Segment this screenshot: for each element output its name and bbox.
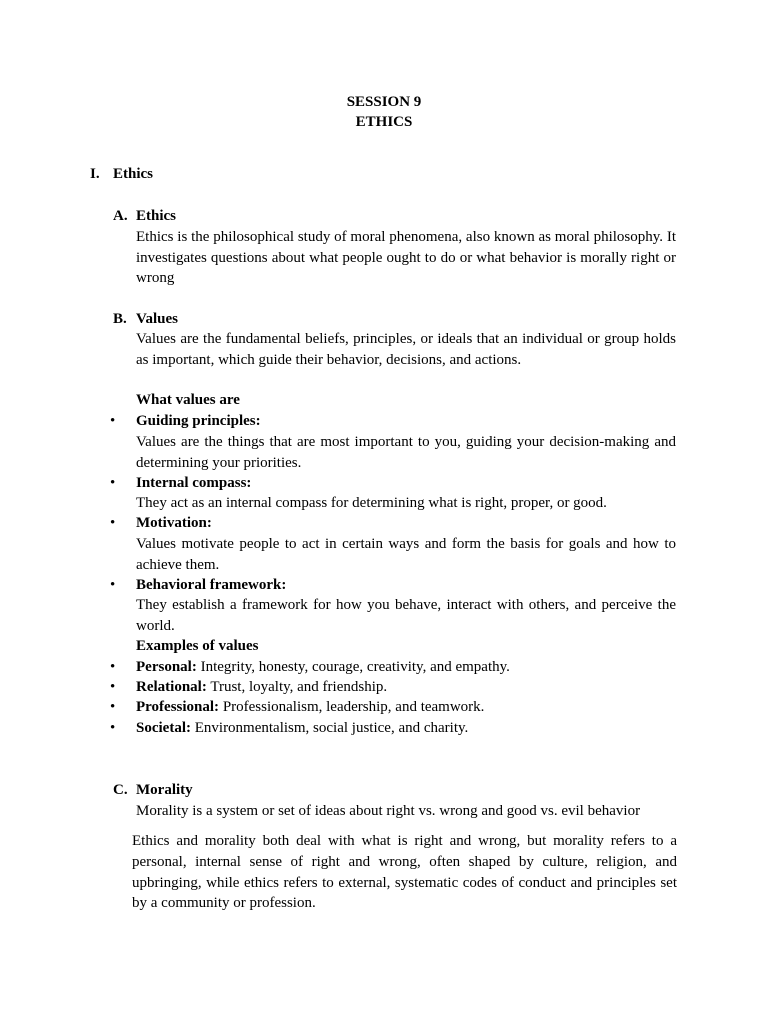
values-definition: Values are the fundamental beliefs, principles, or ideals that an individual or group holds as important, which guide their behavior, decisions, and actions. [136,331,676,368]
subsection-c-letter: C. [113,782,128,798]
list-item-label: Motivation: [136,515,212,531]
bullet-icon: • [110,413,116,429]
example-text: Professionalism, leadership, and teamwork. [222,699,485,715]
bullet-icon: • [110,659,116,675]
list-item-text: They act as an internal compass for determining what is right, proper, or good. [136,495,607,511]
bullet-icon: • [110,577,116,593]
list-item-text: Values are the things that are most important to you, guiding your decision-making and determining your priorities. [136,434,676,471]
examples-heading: Examples of values [136,638,259,654]
example-text: Trust, loyalty, and friendship. [210,679,388,695]
subject-title: ETHICS [355,114,413,130]
example-label: Personal: [136,659,197,675]
example-label: Relational: [136,679,207,695]
subsection-c-title: Morality [136,782,193,798]
example-label: Professional: [136,699,220,715]
list-item-label: Behavioral framework: [136,577,287,593]
ethics-vs-morality-paragraph: Ethics and morality both deal with what is right and wrong, but morality refers to a personal, internal sense of right and wrong, often shaped by culture, religion, and upbringing, while ethics refers to external, systematic codes of conduct and principles set by a community or profession. [132,833,677,912]
section-title: Ethics [113,166,154,182]
morality-definition: Morality is a system or set of ideas about right vs. wrong and good vs. evil behavior [136,803,641,819]
example-text: Environmentalism, social justice, and charity. [194,720,469,736]
subsection-a-letter: A. [113,208,128,224]
list-item-text: They establish a framework for how you behave, interact with others, and perceive the world. [136,597,676,634]
bullet-icon: • [110,720,116,736]
list-item-text: Values motivate people to act in certain ways and form the basis for goals and how to achieve them. [136,536,676,573]
subsection-b-letter: B. [113,311,127,327]
list-item-label: Guiding principles: [136,413,261,429]
section-numeral: I. [90,166,100,182]
example-item [136,718,676,739]
list-item-label: Internal compass: [136,475,252,491]
bullet-icon: • [110,475,116,491]
session-title: SESSION 9 [346,94,422,110]
bullet-icon: • [110,699,116,715]
example-item [136,697,676,718]
ethics-definition: Ethics is the philosophical study of moral phenomena, also known as moral philosophy. It investigates questions about what people ought to do or what behavior is morally right or wrong [136,229,676,286]
example-label: Societal: [136,720,191,736]
example-text: Integrity, honesty, courage, creativity, and empathy. [200,659,510,675]
bullet-icon: • [110,515,116,531]
subsection-b-title: Values [136,311,178,327]
subsection-a-title: Ethics [136,208,177,224]
what-values-are-heading: What values are [136,392,240,408]
bullet-icon: • [110,679,116,695]
example-item [136,677,676,698]
example-item [136,657,676,678]
